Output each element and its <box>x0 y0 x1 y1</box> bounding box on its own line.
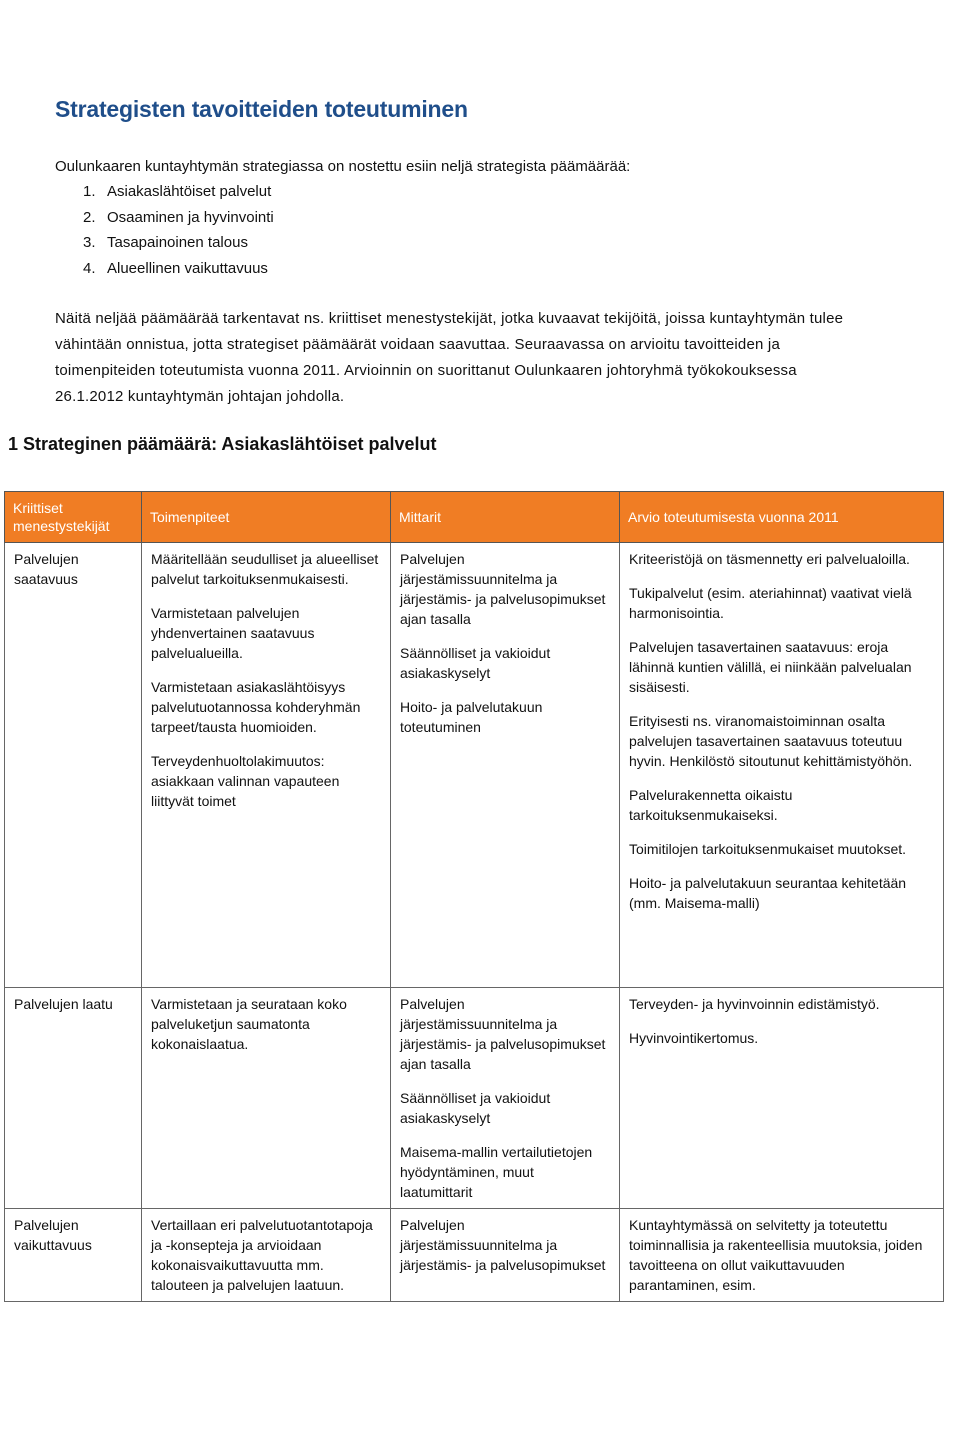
action-item: Terveydenhuoltolakimuutos: asiakkaan valinnan vapauteen liittyvät toimet <box>151 753 340 809</box>
metric-item: Palvelujen järjestämissuunnitelma ja järjestämis- ja palvelusopimukset <box>400 1217 606 1273</box>
success-factors-table <box>4 491 944 1302</box>
action-item: Varmistetaan palvelujen yhdenvertainen saatavuus palvelualueilla. <box>151 605 315 661</box>
table-row <box>5 1209 944 1302</box>
column-header-evaluation: Arvio toteutumisesta vuonna 2011 <box>620 492 944 543</box>
metric-item: Palvelujen järjestämissuunnitelma ja järjestämis- ja palvelusopimukset ajan tasalla <box>400 551 606 627</box>
section-heading: 1 Strateginen päämäärä: Asiakaslähtöiset palvelut <box>8 434 437 454</box>
evaluation-item: Tukipalvelut (esim. ateriahinnat) vaativat vielä harmonisointia. <box>629 585 912 621</box>
action-item: Määritellään seudulliset ja alueelliset palvelut tarkoituksenmukaisesti. <box>151 551 379 587</box>
metric-item: Hoito- ja palvelutakuun toteutuminen <box>400 699 543 735</box>
goal-item <box>83 207 875 229</box>
action-item: Varmistetaan ja seurataan koko palveluketjun saumatonta kokonaislaatua. <box>151 996 347 1052</box>
factor-text: Palvelujen vaikuttavuus <box>14 1217 92 1253</box>
evaluation-item: Kriteeristöjä on täsmennetty eri palvelualoilla. <box>629 551 910 567</box>
metrics-cell <box>391 988 620 1209</box>
factor-cell <box>5 543 142 988</box>
goal-label: Asiakaslähtöiset palvelut <box>107 183 272 200</box>
evaluation-item: Palvelurakennetta oikaistu tarkoituksenmukaiseksi. <box>629 787 793 823</box>
evaluation-item: Palvelujen tasavertainen saatavuus: eroja lähinnä kuntien välillä, ei niinkään palvelualan sisäisesti. <box>629 639 912 695</box>
actions-cell <box>142 988 391 1209</box>
goal-label: Alueellinen vaikuttavuus <box>107 259 268 277</box>
goal-item <box>83 232 875 254</box>
evaluation-cell <box>620 543 944 988</box>
metric-item: Säännölliset ja vakioidut asiakaskyselyt <box>400 645 551 681</box>
evaluation-item: Erityisesti ns. viranomaistoiminnan osalta palvelujen tasavertainen saatavuus toteutuu hyvin. Henkilöstö sitoutunut kehittämistyöhön. <box>629 713 913 769</box>
evaluation-item: Terveyden- ja hyvinvoinnin edistämistyö. <box>629 996 880 1012</box>
goal-item <box>83 258 875 280</box>
evaluation-item: Kuntayhtymässä on selvitetty ja toteutettu toiminnallisia ja rakenteellisia muutoksia, joiden tavoitteena on ollut vaikuttavuuden parantaminen, esim. <box>629 1217 923 1293</box>
goal-number: 1. <box>83 183 96 200</box>
evaluation-item: Hyvinvointikertomus. <box>629 1030 759 1046</box>
table-row <box>5 988 944 1209</box>
evaluation-cell <box>620 1209 944 1302</box>
goal-number: 3. <box>83 234 96 251</box>
goal-number: 4. <box>83 259 96 277</box>
goal-label: Osaaminen ja hyvinvointi <box>107 208 274 226</box>
metrics-cell <box>391 543 620 988</box>
factor-text: Palvelujen saatavuus <box>14 551 79 587</box>
strategic-goals-list <box>55 181 875 279</box>
column-header-metrics: Mittarit <box>391 492 620 543</box>
goal-item <box>83 181 875 203</box>
actions-cell <box>142 543 391 988</box>
metric-item: Palvelujen järjestämissuunnitelma ja järjestämis- ja palvelusopimukset ajan tasalla <box>400 996 606 1072</box>
evaluation-cell <box>620 988 944 1209</box>
factor-cell <box>5 988 142 1209</box>
table-header-row <box>5 492 944 543</box>
table-row <box>5 543 944 988</box>
action-item: Vertaillaan eri palvelutuotantotapoja ja -konsepteja ja arvioidaan kokonaisvaikuttavuutta mm. talouteen ja palvelujen laatuun. <box>151 1217 373 1293</box>
metric-item: Maisema-mallin vertailutietojen hyödyntäminen, muut laatumittarit <box>400 1144 593 1200</box>
actions-cell <box>142 1209 391 1302</box>
metrics-cell <box>391 1209 620 1302</box>
column-header-actions: Toimenpiteet <box>142 492 391 543</box>
factor-text: Palvelujen laatu <box>14 996 113 1012</box>
goal-number: 2. <box>83 208 96 226</box>
metric-item: Säännölliset ja vakioidut asiakaskyselyt <box>400 1090 551 1126</box>
factor-cell <box>5 1209 142 1302</box>
intro-paragraph: Näitä neljää päämäärää tarkentavat ns. kriittiset menestystekijät, jotka kuvaavat tekijöitä, joissa kuntayhtymän tulee vähintään onnistua, jotta strategiset päämäärät voidaan saavuttaa. Seuraavassa on arvioitu tavoitteiden ja toimenpiteiden toteutumista vuonna 2011. Arvioinnin on suorittanut Oulunkaaren johtoryhmä työkokouksessa 26.1.2012 kuntayhtymän johtajan johdolla. <box>55 310 844 405</box>
evaluation-item: Hoito- ja palvelutakuun seurantaa kehitetään (mm. Maisema-malli) <box>629 875 907 911</box>
evaluation-item: Toimitilojen tarkoituksenmukaiset muutokset. <box>629 841 907 857</box>
page-title: Strategisten tavoitteiden toteutuminen <box>55 96 468 122</box>
goal-label: Tasapainoinen talous <box>107 234 248 251</box>
column-header-factors: Kriittiset menestystekijät <box>5 492 142 543</box>
intro-lead: Oulunkaaren kuntayhtymän strategiassa on nostettu esiin neljä strategista päämäärää: <box>55 158 631 175</box>
action-item: Varmistetaan asiakaslähtöisyys palvelutuotannossa kohderyhmän tarpeet/tausta huomioiden. <box>151 679 361 735</box>
intro <box>55 156 875 283</box>
